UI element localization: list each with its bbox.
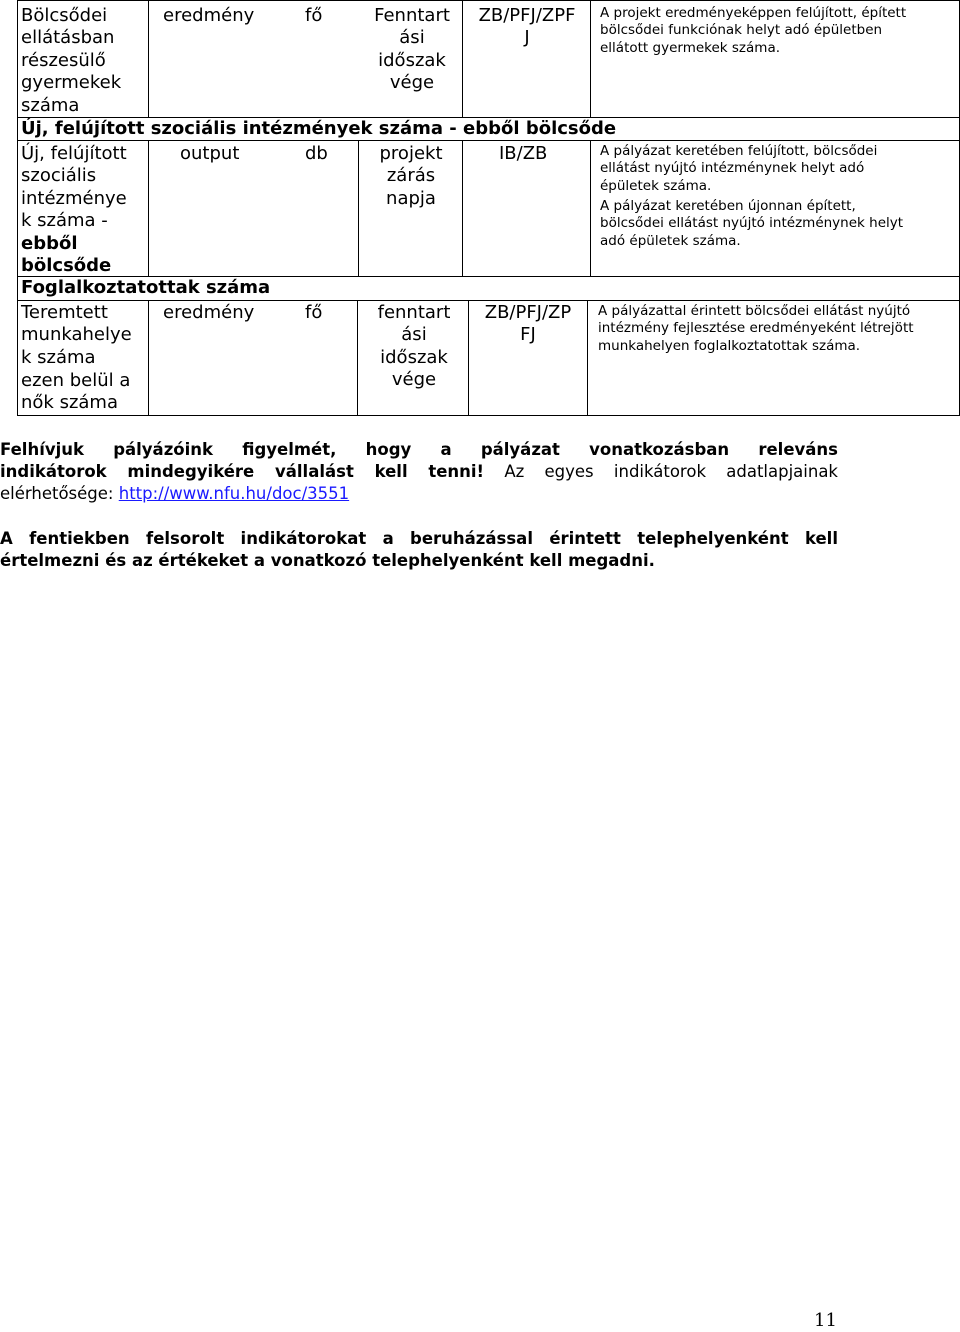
table-border-top: [17, 0, 959, 1]
notice-line: Felhívjuk pályázóink figyelmét, hogy a pályázat vonatkozásban releváns: [0, 440, 838, 459]
table-rule: [358, 140, 359, 276]
indicator-unit: db: [305, 143, 328, 164]
indicator-description: A projekt eredményeképpen felújított, épített bölcsődei funkciónak helyt adó épületben ellátott gyermekek száma.: [600, 5, 907, 56]
notice-text: elérhetősége:: [0, 484, 119, 504]
notice-line: [0, 483, 838, 505]
indicator-time: projekt zárás napja: [379, 143, 443, 209]
indicator-table: [0, 0, 960, 416]
notice-emphasis: indikátorok mindegyikére vállalást kell tenni!: [0, 462, 485, 482]
table-rule: [590, 140, 591, 276]
table-rule: [148, 300, 149, 416]
closing-line: értelmezni és az értékeket a vonatkozó telephelyenként kell megadni.: [0, 551, 655, 571]
indicator-description: A pályázat keretében újonnan épített, bölcsődei ellátást nyújtó intézménynek helyt adó épületek száma.: [600, 198, 904, 249]
indicator-description: A pályázat keretében felújított, bölcsődei ellátást nyújtó intézménynek helyt adó épületek száma.: [600, 143, 878, 194]
indicator-source: IB/ZB: [499, 143, 548, 164]
indicator-name-bold: ebből bölcsőde: [21, 232, 112, 276]
indicator-source: ZB/PFJ/ZPF J: [478, 5, 576, 49]
indicator-type: eredmény: [163, 5, 255, 26]
table-rule: [462, 0, 463, 117]
indicator-time: Fenntart ási időszak vége: [374, 5, 450, 94]
notice-paragraph: [0, 439, 838, 506]
table-border-left: [17, 0, 18, 416]
table-rule: [148, 0, 149, 117]
table-rule: [148, 140, 149, 276]
indicator-source: ZB/PFJ/ZP FJ: [484, 302, 572, 346]
table-rule: [590, 0, 591, 117]
table-rule: [17, 300, 959, 301]
indicator-type: output: [180, 143, 240, 164]
indicator-description: A pályázattal érintett bölcsődei ellátást nyújtó intézmény fejlesztése eredményeként létrejött munkahelyen foglalkoztatottak száma.: [598, 303, 914, 354]
closing-paragraph: [0, 528, 838, 572]
table-border-bottom: [17, 415, 959, 416]
indicator-name: Bölcsődei ellátásban részesülő gyermekek száma: [21, 5, 122, 116]
indicator-type: eredmény: [163, 302, 255, 323]
indicator-name: Új, felújított szociális intézménye k száma -: [21, 143, 127, 232]
datasheet-link[interactable]: http://www.nfu.hu/doc/3551: [118, 484, 350, 504]
indicator-unit: fő: [305, 5, 323, 26]
table-rule: [468, 300, 469, 416]
notice-text: Az egyes indikátorok adatlapjainak: [484, 462, 838, 482]
page-number: 11: [814, 1310, 837, 1331]
section-heading: Új, felújított szociális intézmények száma - ebből bölcsőde: [21, 118, 617, 139]
closing-line: A fentiekben felsorolt indikátorokat a beruházással érintett telephelyenként kell: [0, 529, 838, 548]
indicator-name: Teremtett munkahelye k száma: [21, 302, 132, 368]
table-rule: [357, 300, 358, 416]
indicator-subname: ezen belül a nők száma: [21, 370, 131, 414]
table-rule: [587, 300, 588, 416]
notice-line: [0, 461, 838, 483]
section-heading: Foglalkoztatottak száma: [21, 277, 271, 298]
indicator-time: fenntart ási időszak vége: [377, 302, 451, 391]
table-rule: [462, 140, 463, 276]
indicator-unit: fő: [305, 302, 323, 323]
